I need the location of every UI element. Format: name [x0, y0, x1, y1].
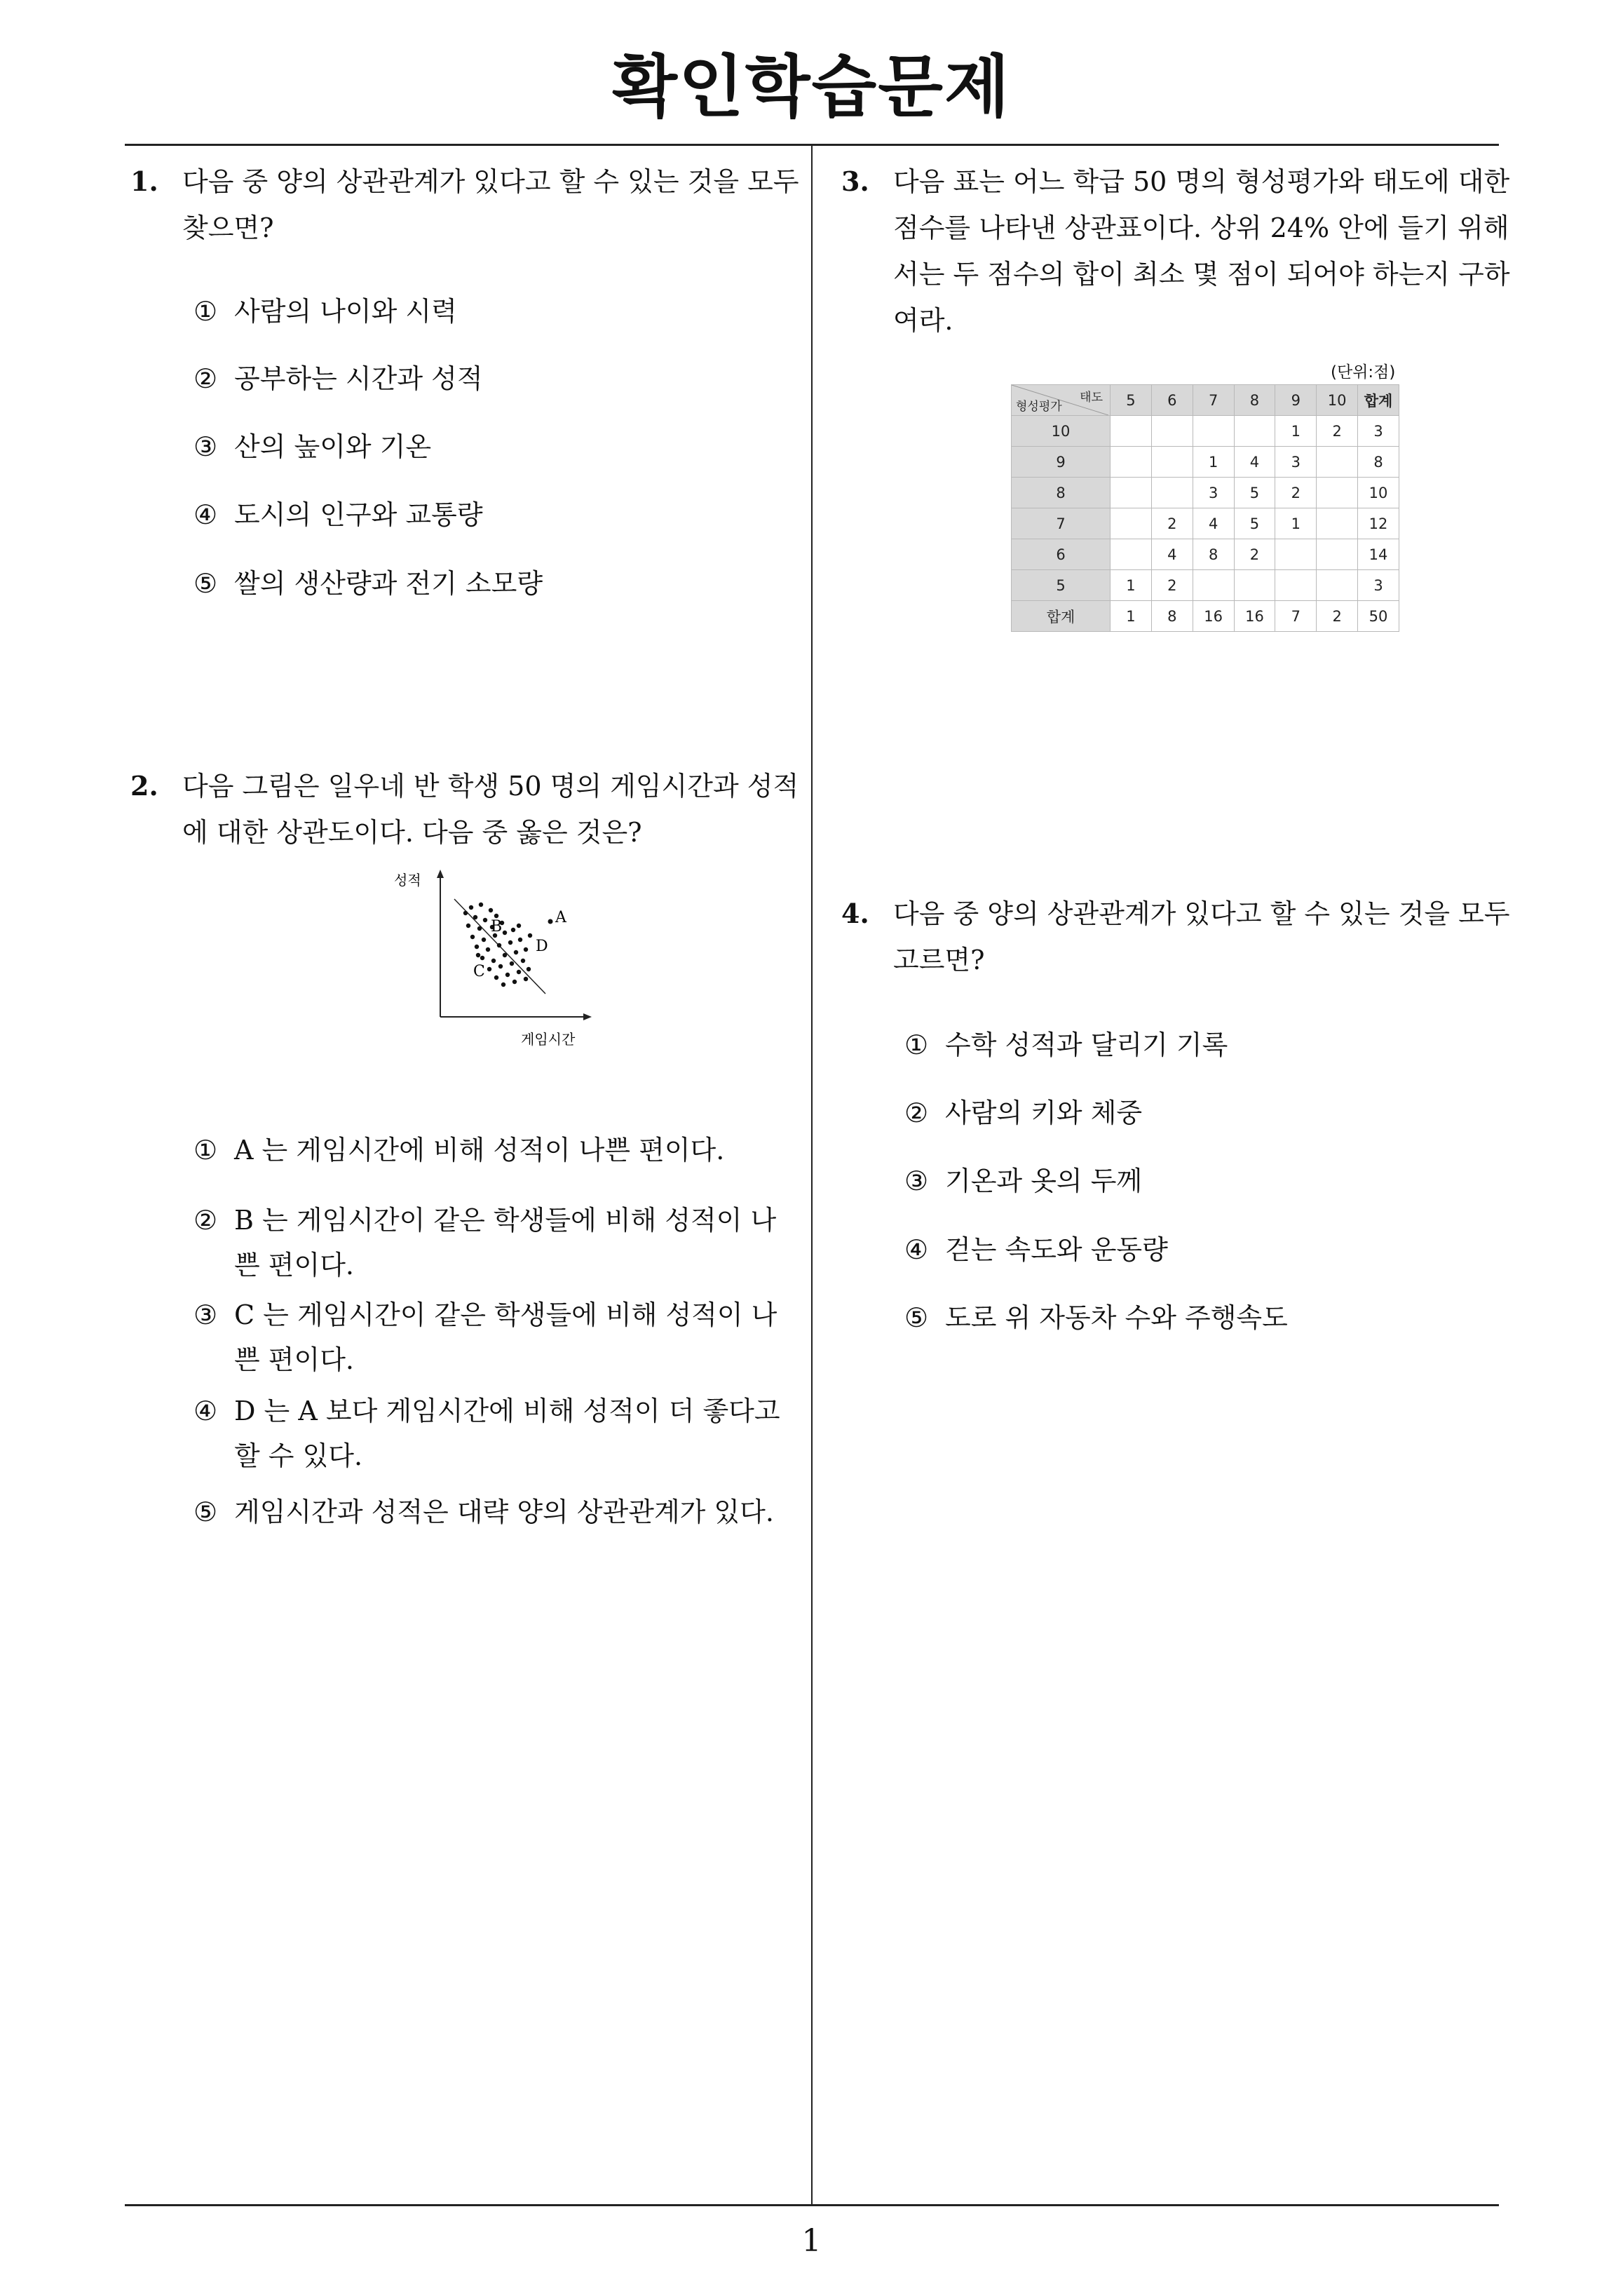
- option-1: [193, 289, 457, 334]
- table-cell: 16: [1193, 601, 1234, 632]
- option-5: [904, 1295, 1288, 1340]
- option-5: [193, 1490, 796, 1534]
- option-2: [193, 1198, 796, 1243]
- table-cell: [1234, 416, 1275, 447]
- question-number: 2.: [130, 770, 158, 802]
- scatter-point: [469, 905, 473, 910]
- table-cell: [1111, 508, 1152, 539]
- table-cell: [1193, 570, 1234, 601]
- point-d-label: D: [536, 938, 548, 955]
- table-cell: 7: [1275, 601, 1317, 632]
- row-header: 5: [1012, 570, 1111, 601]
- row-header: 8: [1012, 478, 1111, 508]
- question-line: 다음 중 양의 상관관계가 있다고 할 수 있는 것을 모두: [893, 898, 1510, 929]
- scatter-point: [508, 940, 512, 945]
- option-3: [193, 424, 431, 469]
- table-cell: [1111, 478, 1152, 508]
- option-mark: ①: [193, 1135, 218, 1166]
- point-b-label: B: [491, 918, 503, 936]
- option-text: 사람의 나이와 시력: [234, 296, 457, 327]
- table-cell: 12: [1358, 508, 1399, 539]
- table-cell: [1317, 478, 1358, 508]
- table-cell: [1111, 447, 1152, 478]
- scatter-point: [473, 915, 477, 919]
- option-4: [193, 492, 483, 537]
- point-a-label: A: [555, 909, 566, 926]
- question-line: 점수를 나타낸 상관표이다. 상위 24% 안에 들기 위해: [893, 212, 1509, 243]
- scatter-point: [512, 980, 517, 984]
- option-1: [193, 1128, 796, 1173]
- row-header: 6: [1012, 539, 1111, 570]
- table-cell: [1275, 570, 1317, 601]
- question-4: [841, 891, 1514, 983]
- option-4: [904, 1227, 1168, 1272]
- column-divider: [811, 146, 813, 2206]
- scatter-point: [521, 959, 525, 963]
- scatter-point: [505, 973, 510, 977]
- table-cell: 5: [1234, 508, 1275, 539]
- table-row: [1012, 447, 1399, 478]
- option-text: 도로 위 자동차 수와 주행속도: [945, 1302, 1288, 1333]
- option-text: 게임시간과 성적은 대략 양의 상관관계가 있다.: [234, 1497, 774, 1527]
- option-mark: ⑤: [193, 568, 218, 599]
- question-number: 3.: [841, 166, 869, 197]
- scatter-point: [486, 947, 490, 952]
- table-cell: [1317, 570, 1358, 601]
- scatter-point: [528, 933, 532, 938]
- table-cell: [1151, 478, 1193, 508]
- column-header: 합계: [1358, 385, 1399, 416]
- question-3: [841, 158, 1514, 344]
- option-text: 쁜 편이다.: [234, 1250, 354, 1281]
- option-mark: ④: [904, 1234, 929, 1265]
- option-text: A 는 게임시간에 비해 성적이 나쁜 편이다.: [234, 1135, 725, 1166]
- table-cell: 1: [1193, 447, 1234, 478]
- table-cell: 2: [1275, 478, 1317, 508]
- question-line: 고르면?: [893, 945, 985, 975]
- table-cell: 2: [1151, 570, 1193, 601]
- point-a: [548, 919, 553, 924]
- scatter-point: [463, 911, 468, 915]
- scatter-point: [483, 918, 487, 922]
- question-line: 에 대한 상관도이다. 다음 중 옳은 것은?: [182, 817, 642, 848]
- scatter-point: [518, 938, 522, 942]
- scatter-point: [524, 947, 528, 952]
- table-row: [1012, 478, 1399, 508]
- table-cell: 3: [1358, 570, 1399, 601]
- row-header: 합계: [1012, 601, 1111, 632]
- scatter-point: [475, 945, 479, 949]
- scatter-point: [501, 982, 505, 987]
- option-text: 할 수 있다.: [234, 1440, 363, 1471]
- table-row: [1012, 539, 1399, 570]
- question-line: 다음 중 양의 상관관계가 있다고 할 수 있는 것을 모두: [182, 166, 799, 197]
- table-unit: (단위:점): [1331, 363, 1396, 381]
- scatter-point: [510, 961, 514, 966]
- option-text: 쌀의 생산량과 전기 소모량: [234, 568, 543, 599]
- option-text: 수학 성적과 달리기 기록: [945, 1029, 1228, 1060]
- table-cell: [1193, 416, 1234, 447]
- table-cell: 2: [1317, 416, 1358, 447]
- column-header: 6: [1151, 385, 1193, 416]
- table-cell: 8: [1151, 601, 1193, 632]
- option-mark: ②: [193, 363, 218, 394]
- option-mark: ③: [193, 431, 218, 462]
- question-line: 서는 두 점수의 합이 최소 몇 점이 되어야 하는지 구하: [893, 259, 1510, 290]
- y-axis-arrow: [437, 870, 444, 878]
- table-cell: 3: [1275, 447, 1317, 478]
- scatter-point: [517, 924, 521, 928]
- scatter-point: [498, 964, 503, 968]
- col-header-label: 태도: [1080, 391, 1103, 405]
- question-line: 여라.: [893, 305, 953, 336]
- table-cell: [1234, 570, 1275, 601]
- table-cell: [1317, 508, 1358, 539]
- corner-header-cell: [1012, 385, 1111, 416]
- footer-rule: [125, 2204, 1499, 2206]
- table-cell: [1317, 539, 1358, 570]
- question-line: 다음 그림은 일우네 반 학생 50 명의 게임시간과 성적: [182, 771, 799, 802]
- option-4-cont: [234, 1433, 362, 1478]
- option-text: 사람의 키와 체중: [945, 1098, 1143, 1128]
- option-text: 산의 높이와 기온: [234, 431, 432, 462]
- option-2-cont: [234, 1243, 354, 1288]
- scatter-diagram: [379, 864, 610, 1053]
- table-cell: 1: [1275, 508, 1317, 539]
- table-cell: 4: [1234, 447, 1275, 478]
- column-header: 5: [1111, 385, 1152, 416]
- table-row: [1012, 416, 1399, 447]
- question-line: 다음 표는 어느 학급 50 명의 형성평가와 태도에 대한: [893, 166, 1510, 197]
- table-cell: [1111, 416, 1152, 447]
- question-number: 1.: [130, 166, 158, 197]
- option-mark: ⑤: [904, 1302, 929, 1333]
- table-cell: 2: [1234, 539, 1275, 570]
- option-mark: ④: [193, 499, 218, 530]
- table-cell: 16: [1234, 601, 1275, 632]
- scatter-point: [477, 926, 482, 931]
- question-line: 찾으면?: [182, 212, 274, 243]
- column-header: 9: [1275, 385, 1317, 416]
- question-number: 4.: [841, 898, 869, 929]
- scatter-point: [491, 959, 496, 963]
- table-row: [1012, 570, 1399, 601]
- scatter-point: [489, 908, 493, 912]
- page-title: 확인학습문제: [612, 48, 1011, 126]
- scatter-point: [487, 967, 491, 971]
- column-header: 8: [1234, 385, 1275, 416]
- option-mark: ⑤: [193, 1497, 218, 1527]
- option-text: C 는 게임시간이 같은 학생들에 비해 성적이 나: [234, 1299, 777, 1330]
- option-5: [193, 561, 543, 606]
- option-mark: ③: [193, 1299, 218, 1330]
- table-cell: [1111, 539, 1152, 570]
- scatter-point: [511, 928, 515, 932]
- option-text: 도시의 인구와 교통량: [234, 499, 483, 530]
- scatter-point: [527, 967, 531, 971]
- option-2: [904, 1090, 1142, 1135]
- table-header-row: [1012, 385, 1399, 416]
- scatter-point: [479, 903, 483, 907]
- option-text: 쁜 편이다.: [234, 1344, 354, 1375]
- option-3-cont: [234, 1337, 354, 1382]
- row-header: 7: [1012, 508, 1111, 539]
- option-3: [193, 1292, 796, 1337]
- row-header: 9: [1012, 447, 1111, 478]
- option-mark: ④: [193, 1396, 218, 1426]
- scatter-point: [517, 970, 521, 974]
- table-cell: 1: [1111, 601, 1152, 632]
- option-text: 걷는 속도와 운동량: [945, 1234, 1168, 1265]
- table-cell: [1317, 447, 1358, 478]
- table-cell: [1275, 539, 1317, 570]
- correlation-table: [1011, 384, 1399, 632]
- table-cell: 4: [1193, 508, 1234, 539]
- table-cell: 5: [1234, 478, 1275, 508]
- question-1: [130, 158, 803, 251]
- table-cell: 50: [1358, 601, 1399, 632]
- scatter-point: [470, 935, 475, 939]
- table-cell: 1: [1111, 570, 1152, 601]
- scatter-point: [524, 977, 528, 981]
- page-number: 1: [801, 2223, 822, 2259]
- option-1: [904, 1022, 1228, 1067]
- row-header-label: 형성평가: [1016, 400, 1062, 414]
- table-cell: 8: [1193, 539, 1234, 570]
- scatter-point: [503, 953, 507, 957]
- column-header: 10: [1317, 385, 1358, 416]
- option-mark: ①: [904, 1029, 929, 1060]
- option-text: B 는 게임시간이 같은 학생들에 비해 성적이 나: [234, 1205, 777, 1236]
- option-2: [193, 356, 483, 401]
- question-2: [130, 763, 803, 856]
- option-text: D 는 A 보다 게임시간에 비해 성적이 더 좋다고: [234, 1396, 780, 1426]
- scatter-point: [494, 975, 498, 980]
- table-cell: 2: [1151, 508, 1193, 539]
- table-cell: 3: [1358, 416, 1399, 447]
- scatter-point: [497, 943, 501, 947]
- option-3: [904, 1159, 1142, 1203]
- option-mark: ②: [904, 1098, 929, 1128]
- table-cell: 4: [1151, 539, 1193, 570]
- x-axis-label: 게임시간: [521, 1031, 576, 1048]
- scatter-point: [482, 938, 486, 942]
- scatter-point: [514, 950, 518, 954]
- column-header: 7: [1193, 385, 1234, 416]
- option-mark: ①: [193, 296, 218, 327]
- table-total-row: [1012, 601, 1399, 632]
- table-cell: 2: [1317, 601, 1358, 632]
- option-mark: ③: [904, 1166, 929, 1196]
- scatter-point: [476, 953, 480, 957]
- x-axis-arrow: [583, 1013, 592, 1020]
- table-cell: 1: [1275, 416, 1317, 447]
- option-4: [193, 1389, 796, 1433]
- option-text: 기온과 옷의 두께: [945, 1166, 1143, 1196]
- table-cell: 14: [1358, 539, 1399, 570]
- option-text: 공부하는 시간과 성적: [234, 363, 483, 394]
- scatter-point: [466, 924, 470, 928]
- table-cell: [1151, 416, 1193, 447]
- row-header: 10: [1012, 416, 1111, 447]
- scatter-point: [480, 956, 484, 960]
- scatter-point: [503, 931, 507, 935]
- point-c-label: C: [473, 963, 485, 980]
- table-cell: [1151, 447, 1193, 478]
- table-cell: 10: [1358, 478, 1399, 508]
- table-cell: 8: [1358, 447, 1399, 478]
- table-cell: 3: [1193, 478, 1234, 508]
- table-row: [1012, 508, 1399, 539]
- y-axis-label: 성적: [394, 872, 421, 889]
- option-mark: ②: [193, 1205, 218, 1236]
